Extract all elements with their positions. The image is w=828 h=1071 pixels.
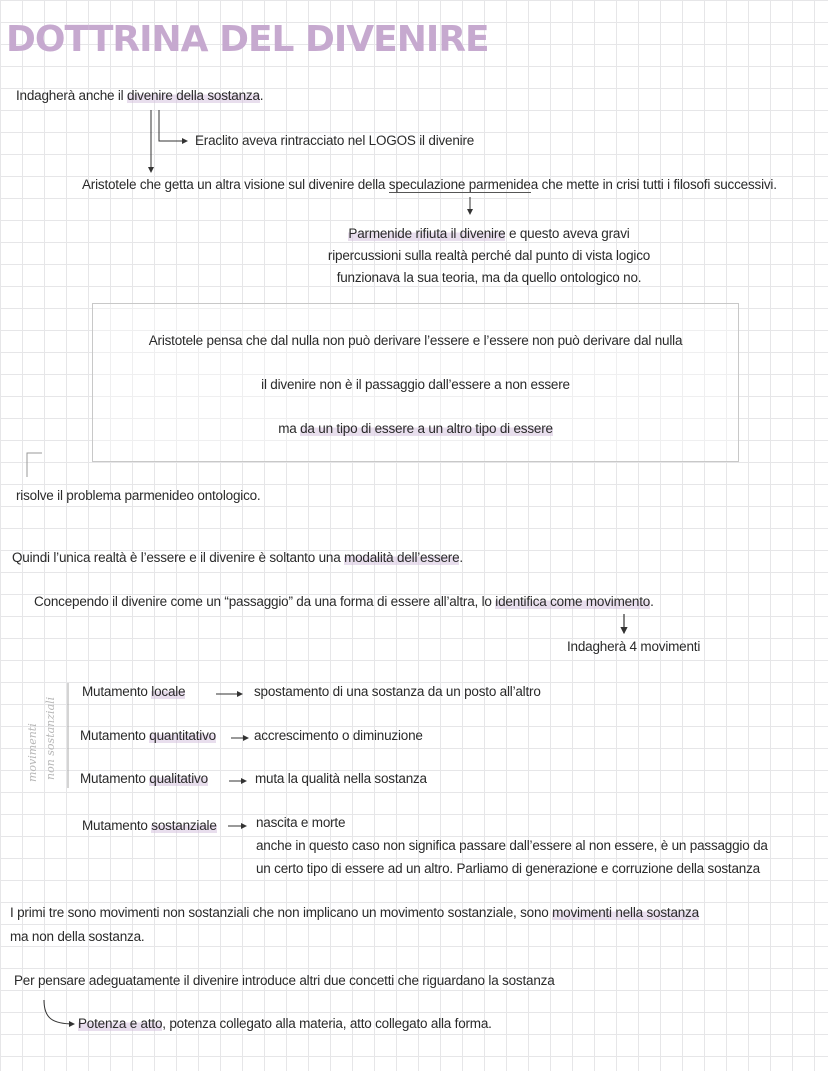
box-line-2: il divenire non è il passaggio dall’essere a non essere xyxy=(261,377,570,392)
highlight: movimenti nella sostanza xyxy=(552,905,699,920)
highlight: da un tipo di essere a un altro tipo di essere xyxy=(300,421,553,436)
line-primi-tre xyxy=(10,905,699,921)
movement-locale-desc: spostamento di una sostanza da un posto all’altro xyxy=(254,684,541,699)
text: a che mette in crisi tutti i filosofi successivi. xyxy=(530,177,777,192)
arrow-to-eraclito xyxy=(159,110,187,141)
highlight: sostanziale xyxy=(151,818,217,833)
movement-quantitativo xyxy=(80,728,216,744)
text: ma xyxy=(278,421,301,436)
highlight: Parmenide rifiuta il divenire xyxy=(348,226,506,241)
movement-quantitativo-desc: accrescimento o diminuzione xyxy=(254,728,423,743)
movement-qualitativo xyxy=(80,771,208,787)
page-title: DOTTRINA DEL DIVENIRE xyxy=(6,19,489,60)
line-risolve: risolve il problema parmenideo ontologico. xyxy=(16,488,261,503)
highlight: identifica come movimento xyxy=(495,594,651,609)
movement-sostanziale xyxy=(82,818,217,834)
line-potenza-atto xyxy=(78,1016,492,1032)
text: funzionava la sua teoria, ma da quello ontologico no. xyxy=(336,270,642,285)
text: Indagherà anche il xyxy=(16,88,128,103)
highlight: modalità dell’essere xyxy=(344,550,460,565)
line-aristotele xyxy=(82,177,777,193)
corner-mark xyxy=(27,453,42,477)
line-quindi xyxy=(12,550,463,566)
line-indaghera xyxy=(16,88,263,104)
text: . xyxy=(650,594,654,609)
side-label-non-sostanziali: non sostanziali xyxy=(44,696,57,780)
highlight: divenire della sostanza xyxy=(127,88,260,103)
arrow-to-potenza xyxy=(44,1000,74,1024)
text: Concependo il divenire come un “passaggio” da una forma di essere all’altra, lo xyxy=(34,594,496,609)
parmenide-block xyxy=(300,223,678,289)
underlined-text: speculazione parmenide xyxy=(388,177,531,192)
movement-qualitativo-desc: muta la qualità nella sostanza xyxy=(255,771,427,786)
line-concependo xyxy=(34,594,654,610)
text: , potenza collegato alla materia, atto collegato alla forma. xyxy=(162,1016,492,1031)
highlight: Potenza e atto xyxy=(78,1016,163,1031)
line-eraclito: Eraclito aveva rintracciato nel LOGOS il divenire xyxy=(195,133,475,148)
highlight: quantitativo xyxy=(149,728,216,743)
box-line-1: Aristotele pensa che dal nulla non può derivare l’essere e l’essere non può derivare dal nulla xyxy=(148,333,683,348)
text: Mutamento xyxy=(80,728,150,743)
text: I primi tre sono movimenti non sostanziali che non implicano un movimento sostanziale, sono xyxy=(10,905,553,920)
text: e questo aveva gravi xyxy=(505,226,630,241)
text: ripercussioni sulla realtà perché dal punto di vista logico xyxy=(327,248,651,263)
text: . xyxy=(259,88,264,103)
movement-sostanziale-desc: nascita e morte xyxy=(256,815,346,830)
movement-locale xyxy=(82,684,185,700)
text: . xyxy=(459,550,463,565)
sostanziale-extra-1: anche in questo caso non significa passare dall’essere al non essere, è un passaggio da xyxy=(256,838,768,853)
line-primi-tre-2: ma non della sostanza. xyxy=(10,929,145,944)
highlight: locale xyxy=(151,684,186,699)
text: Aristotele che getta un altra visione sul divenire della xyxy=(82,177,389,192)
highlight: qualitativo xyxy=(149,771,208,786)
line-4-movimenti: Indagherà 4 movimenti xyxy=(567,639,701,654)
sostanziale-extra-2: un certo tipo di essere ad un altro. Parliamo di generazione e corruzione della sostanza xyxy=(256,861,760,876)
text: Mutamento xyxy=(80,771,150,786)
side-label-movimenti: movimenti xyxy=(26,723,39,782)
text: Mutamento xyxy=(82,684,152,699)
line-per-pensare: Per pensare adeguatamente il divenire introduce altri due concetti che riguardano la sostanza xyxy=(14,973,555,988)
text: Mutamento xyxy=(82,818,152,833)
text: Quindi l’unica realtà è l’essere e il divenire è soltanto una xyxy=(12,550,345,565)
box-line-3 xyxy=(92,421,739,437)
